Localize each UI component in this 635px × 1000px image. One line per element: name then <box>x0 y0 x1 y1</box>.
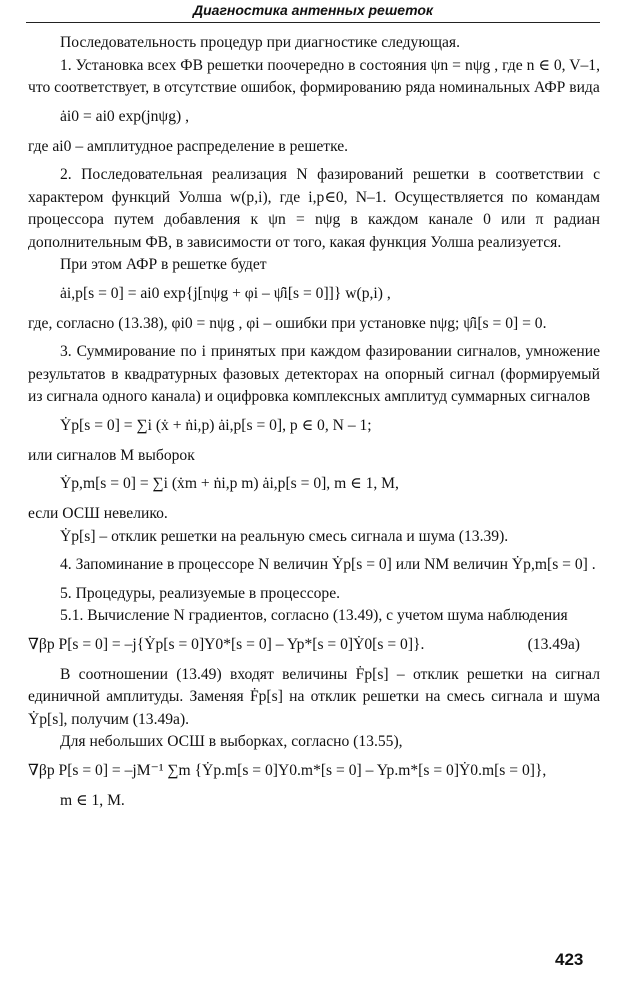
formula-gradient-low-snr: ∇βp P[s = 0] = –jM⁻¹ ∑m {Ẏp.m[s = 0]Y0.m*[s = 0] – Yp.m*[s = 0]Ẏ0.m[s = 0]}, <box>28 761 547 779</box>
formula-gradient: ∇βp P[s = 0] = –j{Ẏp[s = 0]Y0*[s = 0] – Yp*[s = 0]Ẏ0[s = 0]}. <box>28 635 425 653</box>
paragraph-step-2-afr: При этом АФР в решетке будет <box>60 256 267 273</box>
paragraph-step-3-snr: если ОСШ невелико. <box>28 505 168 522</box>
paragraph-step-3-response: Ẏp[s] – отклик решетки на реальную смесь сигнала и шума (13.39). <box>60 527 509 545</box>
formula-sum-signal: Ẏp[s = 0] = ∑i (ẋ + ṅi,p) ȧi,p[s = 0], p ∈ 0, N – 1; <box>60 416 372 434</box>
running-header: Диагностика антенных решеток <box>26 0 600 23</box>
formula-gradient-row <box>28 634 600 656</box>
paragraph-step-5: 5. Процедуры, реализуемые в процессоре. <box>60 584 341 602</box>
paragraph-step-2-note: где, согласно (13.38), φi0 = nψg , φi – ошибки при установке nψg; ψ̂i[s = 0] = 0. <box>28 314 547 332</box>
paragraph-step-1: 1. Установка всех ФВ решетки поочередно в состояния ψn = nψg , где n ∈ 0, V–1, что соответствует, в отсутствие ошибок, формированию ряда номинальных АФР вида <box>28 56 600 96</box>
paragraph-intro: Последовательность процедур при диагностике следующая. <box>60 34 461 51</box>
paragraph-step-3-samples: или сигналов M выборок <box>28 446 195 464</box>
equation-tag: (13.49a) <box>527 635 580 653</box>
formula-sum-samples: Ẏp,m[s = 0] = ∑i (ẋm + ṅi,p m) ȧi,p[s = 0], m ∈ 1, M, <box>60 475 399 492</box>
formula-nominal-afr: ȧi0 = ai0 exp(jnψg) , <box>60 107 189 125</box>
paragraph-step-5-1: 5.1. Вычисление N градиентов, согласно (13.49), с учетом шума наблюдения <box>60 607 568 624</box>
paragraph-step-2: 2. Последовательная реализация N фазирований решетки в соответствии с характером функций Уолша w(p,i), где i,p∈0, N–1. Осуществляется по командам процессора путем добавления к ψn = nψg в каждом канале 0 или π радиан дополнительным ФВ, в зависимости от того, какая функция Уолша реализуется. <box>28 166 600 251</box>
paragraph-step-5-3: Для небольших ОСШ в выборках, согласно (13.55), <box>60 733 403 750</box>
formula-afr-walsh: ȧi,p[s = 0] = ai0 exp{j[nψg + φi – ψ̂i[s = 0]]} w(p,i) , <box>60 284 391 302</box>
paragraph-step-5-2: В соотношении (13.49) входят величины Ḟp[s] – отклик решетки на сигнал единичной амплитуды. Заменяя Ḟp[s] на отклик решетки на смесь сигнала и шума Ẏp[s], получим (13.49a). <box>28 665 600 728</box>
paragraph-step-1-note: где ai0 – амплитудное распределение в решетке. <box>28 137 349 155</box>
page-number: 423 <box>555 950 584 969</box>
paragraph-step-4: 4. Запоминание в процессоре N величин Ẏp[s = 0] или NM величин Ẏp,m[s = 0] . <box>60 556 596 573</box>
formula-m-range: m ∈ 1, M. <box>60 791 125 809</box>
paragraph-step-3: 3. Суммирование по i принятых при каждом фазировании сигналов, умножение результатов в квадратурных фазовых детекторах на опорный сигнал (формируемый из сигнала одного канала) и оцифровка комплексных амплитуд суммарных сигналов <box>28 343 600 405</box>
page-body <box>28 32 600 820</box>
